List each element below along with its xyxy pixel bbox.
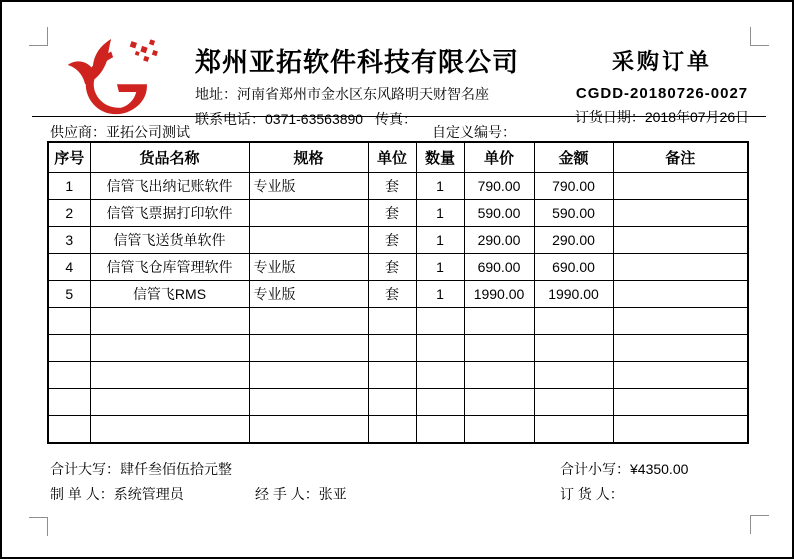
cell-idx: 4: [48, 254, 90, 281]
column-header-spec: 规格: [249, 142, 368, 173]
cell-name: [90, 335, 249, 362]
column-header-unit: 单位: [368, 142, 416, 173]
empty-row: [48, 389, 748, 416]
cell-name: [90, 416, 249, 444]
cell-note: [613, 254, 748, 281]
cell-spec: [249, 416, 368, 444]
cell-idx: [48, 389, 90, 416]
item-row: [48, 200, 748, 227]
item-row: [48, 254, 748, 281]
document-title-block: [562, 45, 762, 127]
cell-note: [613, 227, 748, 254]
order-date-value: 2018年07月26日: [644, 109, 750, 125]
cell-qty: [416, 335, 464, 362]
cell-price: [464, 335, 534, 362]
supplier-row: [50, 122, 766, 142]
cell-amt: 290.00: [534, 227, 613, 254]
cell-price: [464, 308, 534, 335]
cell-unit: 套: [368, 227, 416, 254]
total-figures-label: 合计小写：: [560, 461, 630, 477]
column-header-name: 货品名称: [90, 142, 249, 173]
cell-price: [464, 362, 534, 389]
cell-spec: 专业版: [249, 254, 368, 281]
cell-spec: [249, 389, 368, 416]
cell-price: 590.00: [464, 200, 534, 227]
cell-amt: [534, 389, 613, 416]
total-in-words-line: [50, 459, 232, 479]
cell-spec: [249, 200, 368, 227]
company-logo-icon: [60, 38, 172, 120]
cell-qty: 1: [416, 227, 464, 254]
supplier-value: 亚拓公司测试: [106, 124, 190, 140]
cell-amt: [534, 362, 613, 389]
header-divider: [32, 116, 766, 117]
cell-price: 690.00: [464, 254, 534, 281]
cell-price: 290.00: [464, 227, 534, 254]
total-words-value: 肆仟叁佰伍拾元整: [120, 461, 232, 477]
items-table-body: [48, 173, 748, 444]
crop-mark-bottom-right-icon: [750, 515, 769, 534]
cell-unit: [368, 308, 416, 335]
cell-amt: 1990.00: [534, 281, 613, 308]
custom-number-label: 自定义编号：: [432, 124, 516, 140]
cell-spec: [249, 308, 368, 335]
cell-name: 信管飞送货单软件: [90, 227, 249, 254]
cell-amt: 690.00: [534, 254, 613, 281]
orderer-label: 订 货 人：: [560, 486, 624, 502]
column-header-amt: 金额: [534, 142, 613, 173]
total-in-figures-line: [560, 459, 688, 479]
cell-qty: 1: [416, 200, 464, 227]
cell-idx: [48, 335, 90, 362]
preparer-value: 系统管理员: [113, 486, 184, 502]
handler-line: [255, 484, 347, 504]
total-words-label: 合计大写：: [50, 461, 120, 477]
cell-unit: [368, 416, 416, 444]
cell-price: 1990.00: [464, 281, 534, 308]
cell-unit: [368, 389, 416, 416]
cell-name: 信管飞票据打印软件: [90, 200, 249, 227]
cell-qty: 1: [416, 173, 464, 200]
cell-price: [464, 389, 534, 416]
cell-note: [613, 173, 748, 200]
column-header-idx: 序号: [48, 142, 90, 173]
cell-amt: [534, 335, 613, 362]
cell-note: [613, 308, 748, 335]
column-header-price: 单价: [464, 142, 534, 173]
phone-value: 0371-63563890: [265, 111, 364, 127]
cell-unit: 套: [368, 254, 416, 281]
order-number: CGDD-20180726-0027: [575, 85, 749, 102]
company-name: 郑州亚拓软件科技有限公司: [195, 47, 520, 77]
address-label: 地址：: [195, 86, 237, 102]
handler-value: 张亚: [318, 486, 347, 502]
cell-spec: 专业版: [249, 173, 368, 200]
preparer-label: 制 单 人：: [50, 486, 114, 502]
column-header-note: 备注: [613, 142, 748, 173]
cell-idx: [48, 362, 90, 389]
cell-note: [613, 389, 748, 416]
crop-mark-top-right-icon: [750, 27, 769, 46]
cell-unit: [368, 362, 416, 389]
empty-row: [48, 362, 748, 389]
orderer-line: [560, 484, 624, 504]
cell-unit: [368, 335, 416, 362]
cell-amt: [534, 308, 613, 335]
cell-note: [613, 416, 748, 444]
cell-name: 信管飞出纳记账软件: [90, 173, 249, 200]
order-date-label: 订货日期：: [574, 109, 645, 125]
cell-unit: 套: [368, 281, 416, 308]
cell-name: [90, 308, 249, 335]
cell-qty: [416, 389, 464, 416]
cell-amt: 790.00: [534, 173, 613, 200]
total-figures-value: ¥4350.00: [630, 461, 689, 477]
cell-idx: 3: [48, 227, 90, 254]
custom-number-line: [432, 122, 516, 142]
address-value: 河南省郑州市金水区东风路明天财智名座: [237, 86, 489, 102]
empty-row: [48, 416, 748, 444]
cell-spec: [249, 227, 368, 254]
cell-note: [613, 362, 748, 389]
empty-row: [48, 335, 748, 362]
cell-spec: [249, 362, 368, 389]
cell-name: [90, 362, 249, 389]
cell-qty: [416, 308, 464, 335]
item-row: [48, 227, 748, 254]
cell-unit: 套: [368, 173, 416, 200]
document-title: 采购订单: [611, 49, 712, 74]
items-table-header: [48, 142, 748, 173]
cell-idx: [48, 308, 90, 335]
items-table: [47, 141, 749, 444]
item-row: [48, 173, 748, 200]
crop-mark-top-left-icon: [29, 27, 48, 46]
item-row: [48, 281, 748, 308]
cell-qty: [416, 362, 464, 389]
handler-label: 经 手 人：: [255, 486, 319, 502]
cell-price: [464, 416, 534, 444]
company-address-line: [195, 84, 525, 104]
cell-unit: 套: [368, 200, 416, 227]
fax-label: 传真：: [375, 111, 417, 127]
cell-qty: 1: [416, 281, 464, 308]
cell-note: [613, 200, 748, 227]
cell-spec: 专业版: [249, 281, 368, 308]
cell-amt: [534, 416, 613, 444]
preparer-line: [50, 484, 184, 504]
cell-idx: [48, 416, 90, 444]
cell-price: 790.00: [464, 173, 534, 200]
empty-row: [48, 308, 748, 335]
crop-mark-bottom-left-icon: [29, 517, 48, 536]
cell-spec: [249, 335, 368, 362]
cell-name: 信管飞仓库管理软件: [90, 254, 249, 281]
cell-idx: 2: [48, 200, 90, 227]
cell-note: [613, 281, 748, 308]
phone-label: 联系电话：: [195, 111, 265, 127]
cell-name: [90, 389, 249, 416]
supplier-label: 供应商：: [50, 124, 106, 140]
cell-idx: 5: [48, 281, 90, 308]
cell-note: [613, 335, 748, 362]
cell-qty: 1: [416, 254, 464, 281]
cell-amt: 590.00: [534, 200, 613, 227]
cell-qty: [416, 416, 464, 444]
cell-name: 信管飞RMS: [90, 281, 249, 308]
cell-idx: 1: [48, 173, 90, 200]
column-header-qty: 数量: [416, 142, 464, 173]
